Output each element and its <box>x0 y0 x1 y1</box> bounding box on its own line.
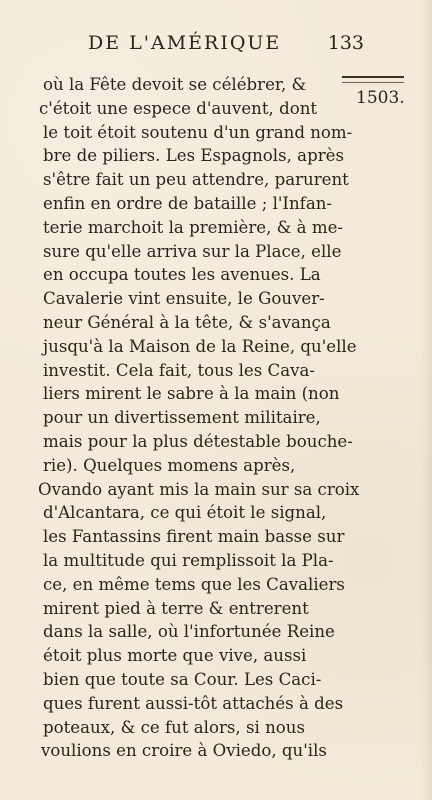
text-line-11: neur Général à la tête, & s'avança <box>43 312 331 332</box>
text-line-8: sure qu'elle arriva sur la Place, elle <box>43 241 342 261</box>
text-line-20: les Fantassins firent main basse sur <box>43 527 345 547</box>
text-line-14: liers mirent le sabre à la main (non <box>43 384 340 404</box>
text-line-24: dans la salle, où l'infortunée Reine <box>43 622 335 642</box>
running-head: DE L'AMÉRIQUE <box>88 32 282 54</box>
text-line-10: Cavalerie vint ensuite, le Gouver- <box>43 289 325 309</box>
text-line-25: étoit plus morte que vive, aussi <box>43 646 307 666</box>
text-line-1: où la Fête devoit se célébrer, & <box>43 75 307 94</box>
page-number: 133 <box>327 32 364 54</box>
text-line-7: terie marchoit la première, & à me- <box>43 217 343 237</box>
margin-rule <box>342 76 404 83</box>
text-line-3: le toit étoit soutenu d'un grand nom- <box>43 122 353 142</box>
text-line-27: ques furent aussi-tôt attachés à des <box>43 693 344 713</box>
text-line-28: poteaux, & ce fut alors, si nous <box>43 717 305 737</box>
text-line-5: s'être fait un peu attendre, parurent <box>43 170 349 190</box>
text-line-22: ce, en même tems que les Cavaliers <box>43 574 345 594</box>
margin-year: 1503. <box>356 88 405 108</box>
text-line-16: mais pour la plus détestable bouche- <box>43 431 353 451</box>
text-line-26: bien que toute sa Cour. Les Caci- <box>43 669 322 689</box>
text-line-6: enfin en ordre de bataille ; l'Infan- <box>43 193 333 213</box>
text-line-29: voulions en croire à Oviedo, qu'ils <box>41 741 327 761</box>
text-line-9: en occupa toutes les avenues. La <box>43 265 321 285</box>
text-line-19: d'Alcantara, ce qui étoit le signal, <box>43 503 327 523</box>
text-line-12: jusqu'à la Maison de la Reine, qu'elle <box>43 336 357 356</box>
text-line-18: Ovando ayant mis la main sur sa croix <box>38 479 360 499</box>
text-line-15: pour un divertissement militaire, <box>43 408 321 428</box>
text-line-21: la multitude qui remplissoit la Pla- <box>43 550 334 570</box>
text-line-23: mirent pied à terre & entrerent <box>43 598 309 618</box>
text-line-17: rie). Quelques momens après, <box>43 455 296 475</box>
text-line-13: investit. Cela fait, tous les Cava- <box>43 360 315 380</box>
text-line-2: c'étoit une espece d'auvent, dont <box>39 98 318 118</box>
text-line-4: bre de piliers. Les Espagnols, après <box>43 146 344 166</box>
page-header <box>88 34 364 54</box>
body-text <box>37 73 360 763</box>
